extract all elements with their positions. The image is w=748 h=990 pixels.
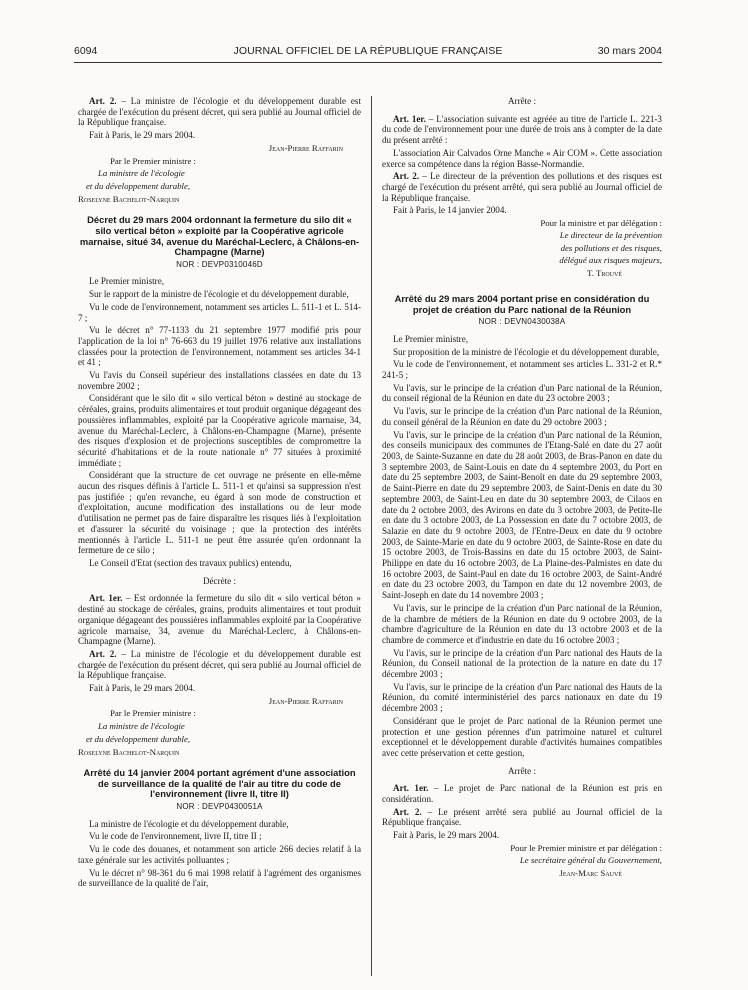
arrete-title: Arrêté du 29 mars 2004 portant prise en considération du projet de création du Parc national de la Réunion <box>394 293 650 315</box>
signer-role: délégué aux risques majeurs, <box>559 255 662 266</box>
minister-role: La ministre de l'écologie <box>98 721 185 732</box>
article-paragraph: Art. 2. – La ministre de l'écologie et du développement durable est chargée de l'exécution du présent décret, qui sera publié au Journal officiel de la République française. <box>78 648 361 681</box>
par-line: Pour la ministre et par délégation : <box>540 218 662 229</box>
text-paragraph: Sur le rapport de la ministre de l'écologie et du développement durable, <box>89 289 349 300</box>
minister-name: Roselyne Bachelot-Narquin <box>78 746 180 757</box>
minister-role: et du développement durable, <box>86 180 191 191</box>
text-paragraph: Vu le code de l'environnement, livre II, titre II ; <box>89 831 262 842</box>
text-paragraph: Le Premier ministre, <box>89 276 165 287</box>
par-line: Par le Premier ministre : <box>110 708 196 719</box>
minister-role: et du développement durable, <box>86 733 191 744</box>
text-paragraph: Vu l'avis, sur le principe de la création d'un Parc national de la Réunion, du conseil régional de la Réunion en date du 23 octobre 2003 ; <box>382 382 662 404</box>
signer-role: Le directeur de la prévention <box>559 230 662 241</box>
text-paragraph: Vu l'avis, sur le principe de la création d'un Parc national de la Réunion, des conseils municipaux des communes de l'Etang-Salé en date du 27 août 2003, de Sainte-Suzanne en date du 28 août 2003, de Bras-Panon en date du 3 septembre 2003, de Saint-Louis en date du 4 septembre 2003, du Port en date du 25 septembre 2003, de Saint-Benoît en date du 29 septembre 2003, de Saint-Pierre en date du 29 septembre 2003, de Saint-Denis en date du 30 septembre 2003, de Saint-Leu en date du 30 septembre 2003, de Cilaos en date du 2 octobre 2003, des Avirons en date du 3 octobre 2003, de Petite-Ile en date du 3 octobre 2003, de La Possession en date du 7 octobre 2003, de Salazie en date du 9 octobre 2003, de l'Entre-Deux en date du 9 octobre 2003, de Sainte-Marie en date du 9 octobre 2003, de Sainte-Rose en date du 15 octobre 2003, de Trois-Bassins en date du 15 octobre 2003, de Saint-Philippe en date du 16 octobre 2003, de La Plaine-des-Palmistes en date du 16 octobre 2003, de Saint-Paul en date du 16 octobre 2003, de Saint-André en date du 23 octobre 2003, du Tampon en date du 12 novembre 2003, de Saint-Joseph en date du 14 novembre 2003 ; <box>382 429 662 601</box>
signer-name: Jean-Pierre Raffarin <box>268 142 343 153</box>
text-paragraph: La ministre de l'écologie et du développement durable, <box>89 818 289 829</box>
signer-role: Le secrétaire général du Gouvernement, <box>519 855 662 866</box>
journal-title: JOURNAL OFFICIEL DE LA RÉPUBLIQUE FRANÇAISE <box>233 45 503 57</box>
signer-name: T. Trouvé <box>587 267 622 278</box>
minister-role: La ministre de l'écologie <box>98 168 185 179</box>
text-paragraph: Sur proposition de la ministre de l'écologie et du développement durable, <box>393 346 660 357</box>
arrete-title: Arrêté du 14 janvier 2004 portant agrément d'une association de surveillance de la qualité de l'air au titre du code de l'environnement (livre II, titre II) <box>83 767 356 800</box>
page-header <box>74 45 662 59</box>
text-paragraph: Vu le code des douanes, et notamment son article 266 decies relatif à la taxe générale sur les activités polluantes ; <box>78 844 361 865</box>
text-paragraph: Considérant que le silo dit « silo vertical béton » destiné au stockage de céréales, grains, produits alimentaires et tout produit organique dégageant des poussières inflammables, exploité par la Coopérative agricole marnaise, 34, avenue du Maréchal-Leclerc, à Châlons-en-Champagne (Marne), présente des risques d'explosion et de projections susceptibles de compromettre la sécurité d'habitations et de la route nationale n° 77 situées à proximité immédiate ; <box>78 393 361 468</box>
text-paragraph: L'association Air Calvados Orne Manche « Air COM ». Cette association exerce sa compétence dans la région Basse-Normandie. <box>382 147 662 169</box>
done-at-line: Fait à Paris, le 14 janvier 2004. <box>393 205 507 216</box>
decree-title: Décret du 29 mars 2004 ordonnant la fermeture du silo dit « silo vertical béton » exploité par la Coopérative agricole marnaise, situé 34, avenue du Maréchal-Leclerc, à Châlons-en-Champagne (Marne) <box>79 214 360 258</box>
arrete-line: Arrête : <box>507 96 537 106</box>
issue-date: 30 mars 2004 <box>597 45 662 57</box>
text-paragraph: Vu le code de l'environnement, notamment ses articles L. 511-1 et L. 514-7 ; <box>78 301 361 323</box>
text-paragraph: Le Premier ministre, <box>393 333 469 344</box>
text-paragraph: Vu l'avis, sur le principe de la création d'un Parc national de la Réunion, de la chambre de métiers de la Réunion en date du 9 octobre 2003, de la chambre d'agriculture de la Réunion en date du 13 octobre 2003 et de la chambre de commerce et d'industrie en date du 16 octobre 2003 ; <box>382 602 662 645</box>
article-paragraph: Art. 1er. – Le projet de Parc national de la Réunion est pris en considération. <box>382 783 662 805</box>
article-paragraph: Art. 2. – Le directeur de la prévention des pollutions et des risques est chargé de l'exécution du présent arrêté, qui sera publié au Journal officiel de la République française. <box>382 171 662 203</box>
signer-name: Jean-Pierre Raffarin <box>268 695 343 706</box>
left-column <box>78 96 361 891</box>
text-paragraph: Le Conseil d'Etat (section des travaux publics) entendu, <box>89 557 292 568</box>
text-paragraph: Vu le décret n° 98-361 du 6 mai 1998 relatif à l'agrément des organismes de surveillance de la qualité de l'air, <box>78 867 361 889</box>
article-paragraph: Art. 1er. – Est ordonnée la fermeture du silo dit « silo vertical béton » destiné au stockage de céréales, grains, produits alimentaires et tout produit organique dégageant des poussières inflammables exploité par la Coopérative agricole marnaise, 34, avenue du Maréchal-Leclerc, à Châlons-en-Champagne (Marne). <box>78 593 361 647</box>
nor-reference: NOR : DEVP0310046D <box>176 259 263 269</box>
header-rule <box>74 62 662 63</box>
article-paragraph: Art. 2. – Le présent arrêté sera publié au Journal officiel de la République française. <box>382 806 663 828</box>
done-at-line: Fait à Paris, le 29 mars 2004. <box>393 830 500 841</box>
article-paragraph: Art. 2. – La ministre de l'écologie et du développement durable est chargée de l'exécution du présent décret, qui sera publié au Journal officiel de la République française. <box>78 96 361 128</box>
right-column <box>382 96 662 880</box>
nor-reference: NOR : DEVP0430051A <box>176 802 263 812</box>
decrete-line: Décrète : <box>202 575 237 586</box>
page-number: 6094 <box>74 45 98 57</box>
nor-reference: NOR : DEVN0430038A <box>478 317 566 327</box>
article-paragraph: Art. 1er. – L'association suivante est agréée au titre de l'article L. 221-3 du code de l'environnement pour une durée de trois ans à compter de la date du présent arrêté : <box>382 113 662 146</box>
done-at-line: Fait à Paris, le 29 mars 2004. <box>89 683 196 694</box>
minister-name: Roselyne Bachelot-Narquin <box>78 193 180 204</box>
text-paragraph: Considérant que la structure de cet ouvrage ne présente en elle-même aucun des risques définis à l'article L. 511-1 et qu'ainsi sa suppression n'est pas justifiée ; qu'en revanche, eu égard à son mode de construction et d'exploitation, aucune modification des installations ou de leur mode d'utilisation ne permet pas de faire disparaître les risques liés à l'exploitation et d'assurer la sécurité du voisinage ; que la protection des intérêts mentionnés à l'article L. 511-1 ne peut être assurée qu'en ordonnant la fermeture de ce silo ; <box>78 470 361 556</box>
text-paragraph: Vu l'avis, sur le principe de la création d'un Parc national des Hauts de la Réunion, du Conseil national de la protection de la nature en date du 17 décembre 2003 ; <box>382 647 662 680</box>
text-paragraph: Vu le code de l'environnement, et notamment ses articles L. 331-2 et R.* 241-5 ; <box>382 359 662 381</box>
arrete-line: Arrête : <box>507 765 537 776</box>
text-paragraph: Vu l'avis, sur le principe de la création d'un Parc national de la Réunion, du conseil général de la Réunion en date du 29 octobre 2003 ; <box>382 406 662 427</box>
text-paragraph: Vu l'avis du Conseil supérieur des installations classées en date du 13 novembre 2002 ; <box>78 370 361 391</box>
text-paragraph: Considérant que le projet de Parc national de la Réunion permet une protection et une gestion pérennes d'un patrimoine naturel et culturel exceptionnel et le développement durable d'activités humaines compatibles avec cette préservation et cette gestion, <box>382 715 662 758</box>
done-at-line: Fait à Paris, le 29 mars 2004. <box>89 130 196 141</box>
par-line: Pour le Premier ministre et par délégation : <box>510 842 662 853</box>
text-paragraph: Vu le décret n° 77-1133 du 21 septembre 1977 modifié pris pour l'application de la loi n° 76-663 du 19 juillet 1976 relative aux installations classées pour la protection de l'environnement, notamment ses articles 34-1 et 41 ; <box>78 325 361 368</box>
signer-name: Jean-Marc Sauvé <box>559 867 622 878</box>
par-line: Par le Premier ministre : <box>110 155 196 166</box>
column-divider <box>371 96 372 976</box>
signer-role: des pollutions et des risques, <box>560 242 662 253</box>
text-paragraph: Vu l'avis, sur le principe de la création d'un Parc national des Hauts de la Réunion, du comité interministériel des parcs nationaux en date du 19 décembre 2003 ; <box>382 681 662 714</box>
